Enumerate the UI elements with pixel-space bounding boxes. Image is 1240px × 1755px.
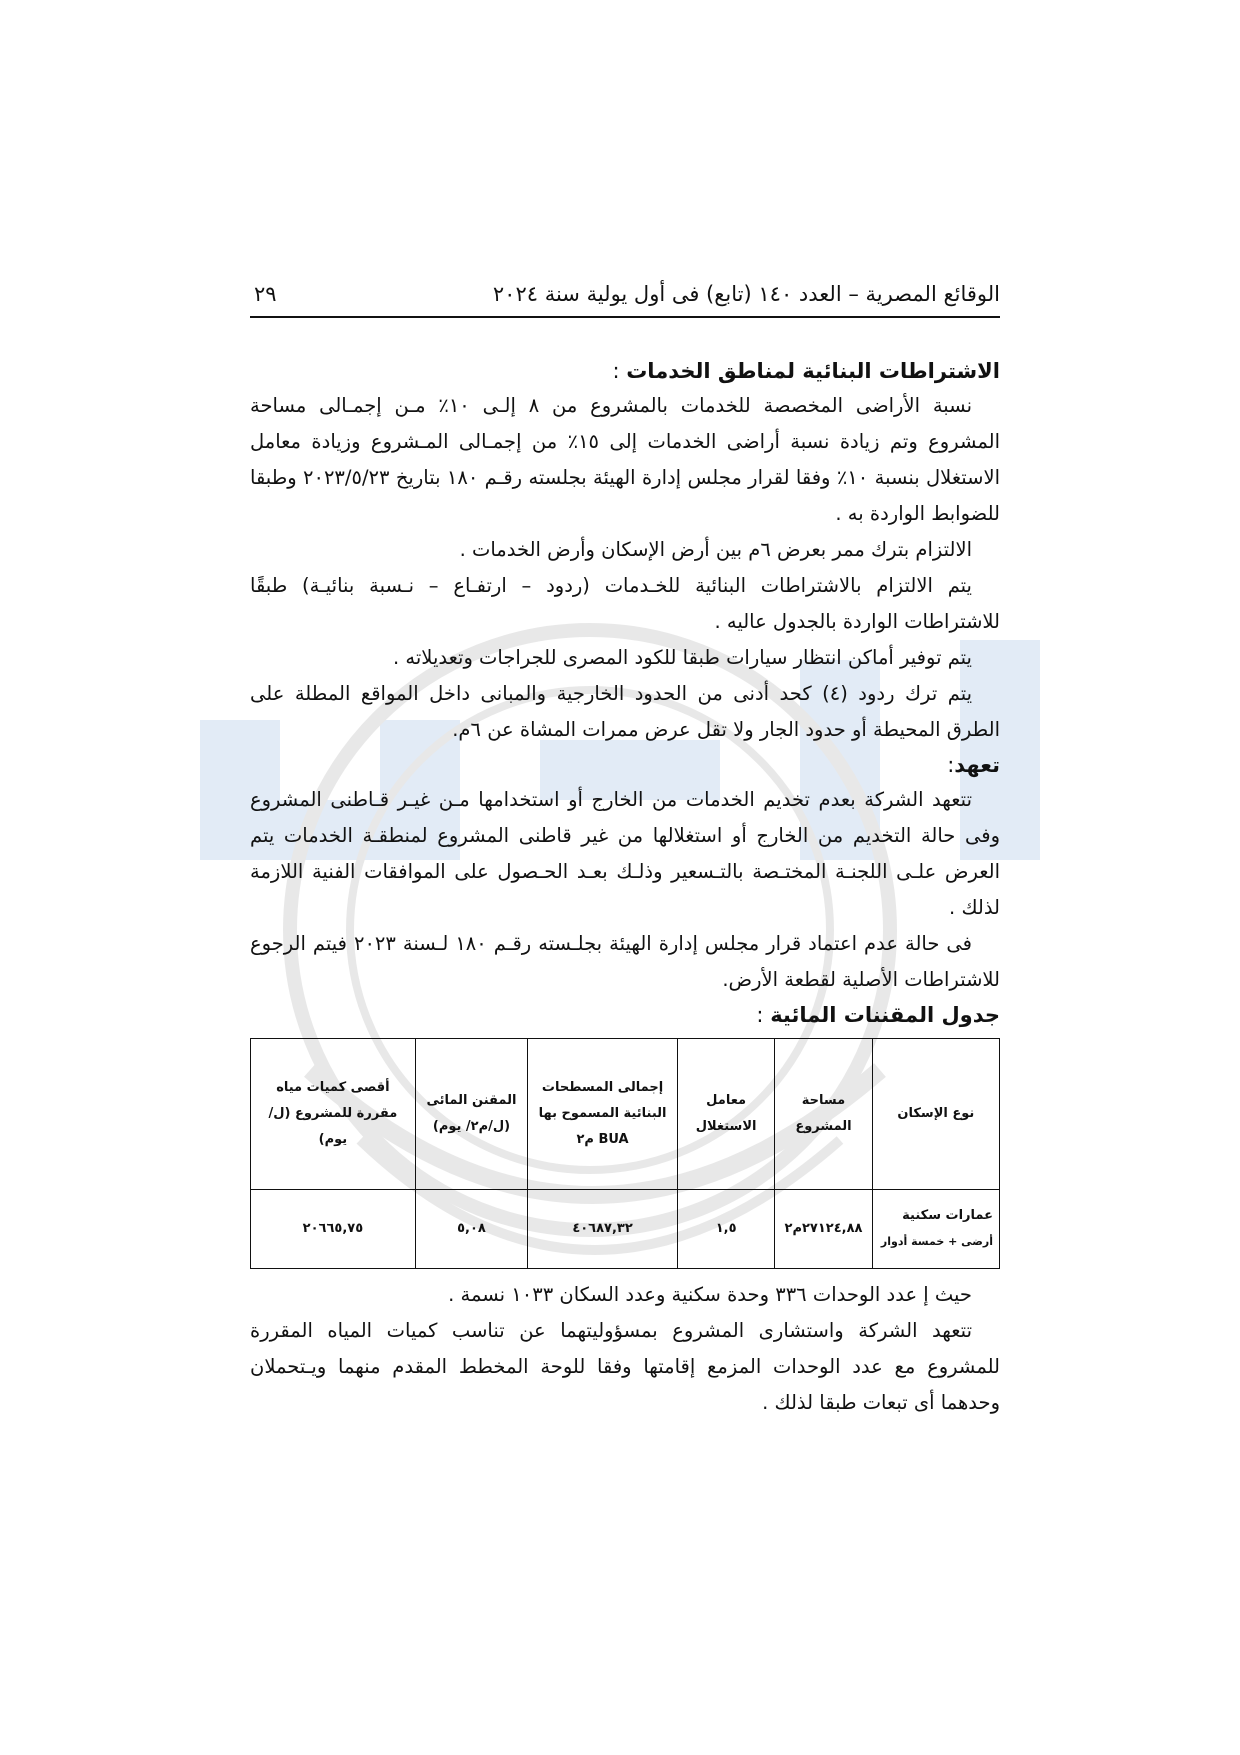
paragraph: يتم ترك ردود (٤) كحد أدنى من الحدود الخارجية والمبانى داخل المواقع المطلة على الطرق المحيطة أو حدود الجار ولا تقل عرض ممرات المشاة عن ٦م. xyxy=(250,682,1000,741)
header-far: معامل الاستغلال xyxy=(677,1039,774,1190)
header-title: الوقائع المصرية – العدد ١٤٠ (تابع) فى أول يولية سنة ٢٠٢٤ xyxy=(492,282,1000,306)
paragraph: تتعهد الشركة واستشارى المشروع بمسؤوليتهما عن تناسب كميات المياه المقررة للمشروع مع عدد الوحدات المزمع إقامتها وفقا للوحة المخطط المقدم منهما ويـتحملان وحدهما أى تبعات طبقا لذلك . xyxy=(250,1319,1000,1414)
paragraph: الالتزام بترك ممر بعرض ٦م بين أرض الإسكان وأرض الخدمات . xyxy=(459,538,972,561)
table-row xyxy=(251,1190,1000,1269)
header-project-area: مساحة المشروع xyxy=(775,1039,872,1190)
table-header-row xyxy=(251,1039,1000,1190)
page-number: ٢٩ xyxy=(254,282,277,306)
header-water-rate: المقنن المائى (ل/م٢/ يوم) xyxy=(415,1039,527,1190)
paragraph: حيث إ عدد الوحدات ٣٣٦ وحدة سكنية وعدد السكان ١٠٣٣ نسمة . xyxy=(448,1283,972,1306)
section-heading-building-requirements: الاشتراطات البنائية لمناطق الخدمات : xyxy=(612,359,1000,383)
page-content xyxy=(250,354,1000,1421)
page-header xyxy=(250,282,1000,318)
paragraph: تتعهد الشركة بعدم تخديم الخدمات من الخارج أو استخدامها مـن غيـر قـاطنى المشروع وفى حالة التخديم من الخارج أو استغلالها من غير قاطنى المشروع لمنطقـة الخدمات يتم العرض علـى اللجنـة المختـصة بالتـسعير وذلـك بعـد الحـصول على الموافقات الفنية اللازمة لذلك . xyxy=(250,788,1000,919)
paragraph: يتم الالتزام بالاشتراطات البنائية للخـدمات (ردود – ارتفـاع – نـسبة بنائيـة) طبقًا للاشتراطات الواردة بالجدول عاليه . xyxy=(250,574,1000,633)
cell-total-bua: ٤٠٦٨٧,٣٢ xyxy=(528,1190,678,1269)
cell-project-area: ٢٧١٢٤,٨٨م٢ xyxy=(775,1190,872,1269)
cell-far: ١,٥ xyxy=(677,1190,774,1269)
section-heading-undertaking: تعهد: xyxy=(947,753,1000,777)
paragraph: نسبة الأراضى المخصصة للخدمات بالمشروع من ٨ إلـى ١٠٪ مـن إجمـالى مساحة المشروع وتم زيادة نسبة أراضى الخدمات إلى ١٥٪ من إجمـالى المـشروع وزيادة معامل الاستغلال بنسبة ١٠٪ وفقا لقرار مجلس إدارة الهيئة بجلسته رقـم ١٨٠ بتاريخ ٢٠٢٣/٥/٢٣ وطبقا للضوابط الواردة به . xyxy=(250,394,1001,525)
water-allocation-table xyxy=(250,1038,1000,1269)
cell-housing-type: عمارات سكنية أرضى + خمسة أدوار xyxy=(872,1190,999,1269)
paragraph: فى حالة عدم اعتماد قرار مجلس إدارة الهيئة بجلـسته رقـم ١٨٠ لـسنة ٢٠٢٣ فيتم الرجوع للاشتراطات الأصلية لقطعة الأرض. xyxy=(250,932,1000,991)
cell-housing-type-sub: أرضى + خمسة أدوار xyxy=(880,1235,993,1248)
section-heading-water-table: جدول المقننات المائية : xyxy=(756,1003,1000,1027)
document-page xyxy=(250,282,1000,1421)
water-allocation-table-wrap xyxy=(250,1038,1000,1269)
cell-max-water: ٢٠٦٦٥,٧٥ xyxy=(251,1190,416,1269)
cell-water-rate: ٥,٠٨ xyxy=(415,1190,527,1269)
paragraph: يتم توفير أماكن انتظار سيارات طبقا للكود المصرى للجراجات وتعديلاته . xyxy=(393,646,972,669)
header-total-bua: إجمالى المسطحات البنائية المسموح بها BUA م٢ xyxy=(528,1039,678,1190)
header-housing-type: نوع الإسكان xyxy=(872,1039,999,1190)
header-max-water: أقصى كميات مياه مقررة للمشروع (ل/يوم) xyxy=(251,1039,416,1190)
